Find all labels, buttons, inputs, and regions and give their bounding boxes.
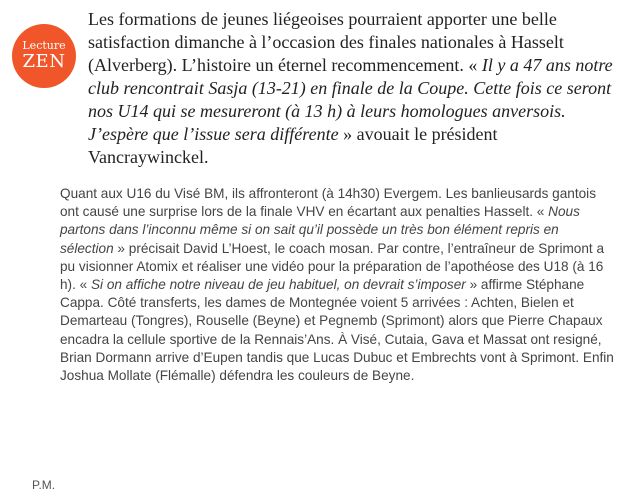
- body-quote-1: Nous partons dans l’inconnu même si on sait qu’il possède un très bon élément repris en sélection: [60, 204, 580, 256]
- lead-text-intro: Les formations de jeunes liégeoises pourraient apporter une belle satisfaction dimanche à l’occasion des finales nationales à Hasselt (Alverberg). L’histoire un éternel recommencement. «: [88, 9, 564, 75]
- badge-label-small: Lecture: [22, 39, 66, 52]
- lead-paragraph: [88, 8, 616, 169]
- author-signature: P.M.: [32, 478, 56, 492]
- lead-text-outro: » avouait le président Vancraywinckel.: [88, 124, 498, 167]
- body-text-3: » affirme Stéphane Cappa. Côté transferts, les dames de Montegnée voient 5 arrivées : Achten, Bielen et Demarteau (Tongres), Rouselle (Beyne) et Pegnemb (Sprimont) alors que Pierre Chapaux encadra la cellule sportive de la Rennais’Ans. À Visé, Cutaia, Gava et Massat ont resigné, Brian Dormann arrive d’Eupen tandis que Lucas Dubuc et Embrechts vont à Sprimont. Enfin Joshua Mollate (Flémalle) défendra les couleurs de Beyne.: [60, 277, 614, 384]
- body-text-1: Quant aux U16 du Visé BM, ils affronteront (à 14h30) Evergem. Les banlieusards gantois ont causé une surprise lors de la finale VHV en écartant aux penalties Hasselt. «: [60, 186, 597, 220]
- lecture-zen-badge: [12, 24, 76, 88]
- body-text-2: » précisait David L’Hoest, le coach mosan. Par contre, l’entraîneur de Sprimont a pu visionner Atomix et réaliser une vidéo pour la préparation de l’apothéose des U18 (à 16 h). «: [60, 240, 605, 293]
- body-quote-2: Si on affiche notre niveau de jeu habituel, on devrait s’imposer: [90, 277, 466, 293]
- lead-quote: Il y a 47 ans notre club rencontrait Sasja (13-21) en finale de la Coupe. Cette fois ce seront nos U14 qui se mesureront (à 13 h) à leurs homologues anversois. J’espère que l’issue sera différente: [88, 55, 613, 144]
- body-paragraph: [60, 185, 616, 385]
- badge-label-large: ZEN: [22, 51, 66, 72]
